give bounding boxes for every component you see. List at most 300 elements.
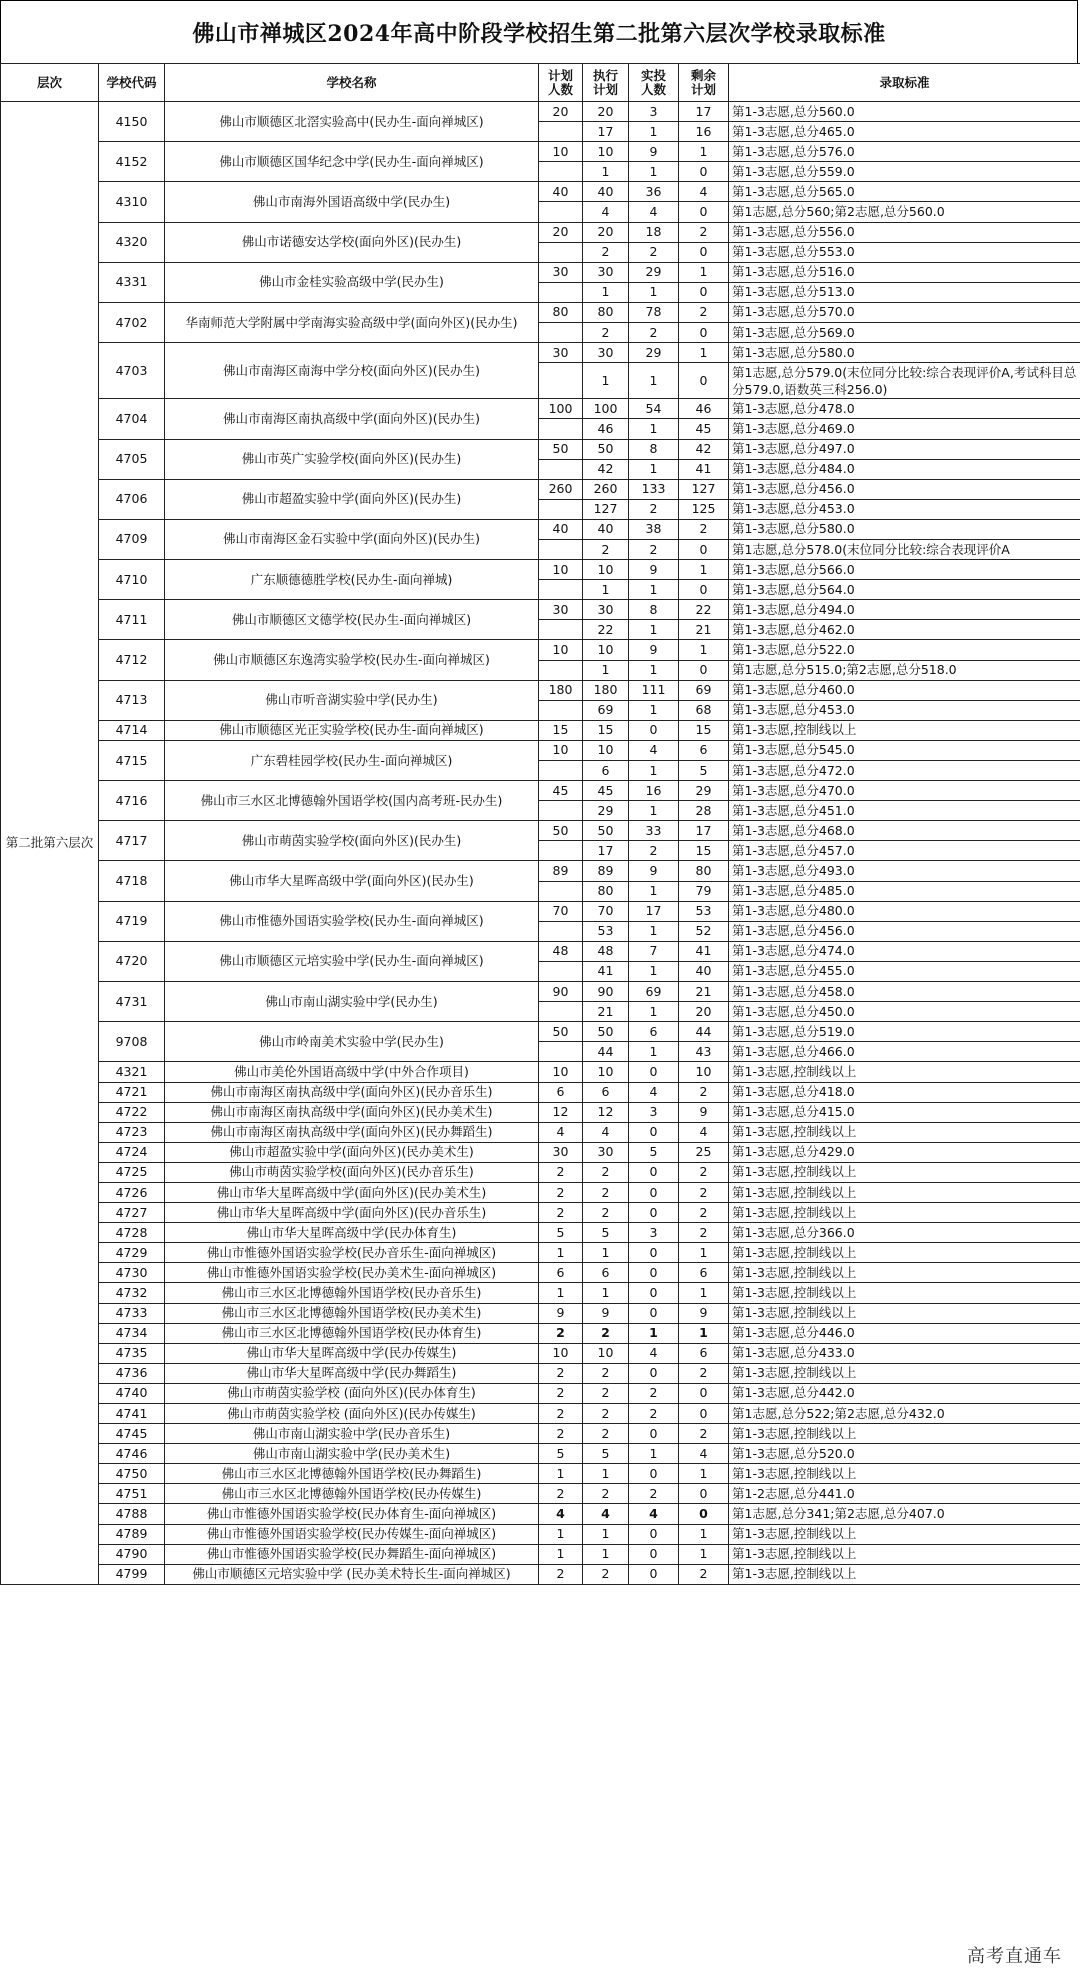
actual-count: 4 <box>629 1504 679 1524</box>
school-name: 佛山市顺德区光正实验学校(民办生-面向禅城区) <box>165 720 539 740</box>
school-code: 4790 <box>99 1544 165 1564</box>
school-name: 佛山市华大星晖高级中学(面向外区)(民办美术生) <box>165 1182 539 1202</box>
actual-count: 2 <box>629 323 679 343</box>
remaining-plan: 69 <box>679 680 729 700</box>
table-row <box>1 1564 1080 1584</box>
remaining-plan: 2 <box>679 222 729 242</box>
school-code: 4321 <box>99 1062 165 1082</box>
exec-plan: 50 <box>583 821 629 841</box>
table-row <box>1 1404 1080 1424</box>
admission-standard: 第1-3志愿,总分415.0 <box>729 1102 1080 1122</box>
plan-count: 5 <box>539 1223 583 1243</box>
admission-standard: 第1-3志愿,总分478.0 <box>729 399 1080 419</box>
plan-count: 2 <box>539 1564 583 1584</box>
actual-count: 0 <box>629 1162 679 1182</box>
header-row <box>1 64 1080 102</box>
header-remaining: 剩余 计划 <box>679 64 729 102</box>
actual-count: 0 <box>629 1243 679 1263</box>
admission-standard: 第1-3志愿,总分446.0 <box>729 1323 1080 1343</box>
plan-count: 10 <box>539 1062 583 1082</box>
admission-standard: 第1志愿,总分578.0(末位同分比较:综合表现评价A <box>729 539 1080 559</box>
school-name: 佛山市惟德外国语实验学校(民办传媒生-面向禅城区) <box>165 1524 539 1544</box>
admission-standard: 第1-3志愿,总分470.0 <box>729 781 1080 801</box>
plan-count: 2 <box>539 1162 583 1182</box>
plan-count: 2 <box>539 1383 583 1403</box>
table-row <box>1 1223 1080 1243</box>
admission-standard: 第1-3志愿,总分472.0 <box>729 761 1080 781</box>
school-name: 广东顺德德胜学校(民办生-面向禅城) <box>165 560 539 600</box>
remaining-plan: 41 <box>679 459 729 479</box>
table-row <box>1 740 1080 760</box>
remaining-plan: 4 <box>679 182 729 202</box>
actual-count: 0 <box>629 1544 679 1564</box>
page-title: 佛山市禅城区2024年高中阶段学校招生第二批第六层次学校录取标准 <box>0 0 1078 64</box>
plan-count: 50 <box>539 1022 583 1042</box>
admission-standard: 第1-3志愿,总分458.0 <box>729 982 1080 1002</box>
plan-count: 40 <box>539 519 583 539</box>
admission-standard: 第1-3志愿,控制线以上 <box>729 1564 1080 1584</box>
admission-standard: 第1-3志愿,总分429.0 <box>729 1142 1080 1162</box>
table-row <box>1 1464 1080 1484</box>
school-name: 佛山市萌茵实验学校(面向外区)(民办生) <box>165 821 539 861</box>
school-code: 4716 <box>99 781 165 821</box>
school-code: 4709 <box>99 519 165 559</box>
plan-count: 1 <box>539 1464 583 1484</box>
admission-standard: 第1-3志愿,总分366.0 <box>729 1223 1080 1243</box>
actual-count: 8 <box>629 600 679 620</box>
exec-plan: 4 <box>583 1122 629 1142</box>
admission-standard: 第1-3志愿,总分457.0 <box>729 841 1080 861</box>
school-code: 4715 <box>99 740 165 780</box>
actual-count: 1 <box>629 122 679 142</box>
table-row <box>1 1343 1080 1363</box>
actual-count: 9 <box>629 560 679 580</box>
actual-count: 0 <box>629 1303 679 1323</box>
table-row <box>1 1484 1080 1504</box>
plan-count: 1 <box>539 1524 583 1544</box>
plan-count <box>539 242 583 262</box>
exec-plan: 6 <box>583 761 629 781</box>
remaining-plan: 6 <box>679 1263 729 1283</box>
remaining-plan: 43 <box>679 1042 729 1062</box>
exec-plan: 30 <box>583 1142 629 1162</box>
remaining-plan: 2 <box>679 1564 729 1584</box>
table-row <box>1 1062 1080 1082</box>
table-row <box>1 901 1080 921</box>
plan-count: 10 <box>539 560 583 580</box>
remaining-plan: 45 <box>679 419 729 439</box>
table-row <box>1 1102 1080 1122</box>
table-row <box>1 982 1080 1002</box>
table-row <box>1 821 1080 841</box>
plan-count <box>539 961 583 981</box>
school-name: 佛山市南山湖实验中学(民办美术生) <box>165 1444 539 1464</box>
admission-standard: 第1-3志愿,总分566.0 <box>729 560 1080 580</box>
plan-count: 180 <box>539 680 583 700</box>
actual-count: 4 <box>629 1082 679 1102</box>
table-row <box>1 640 1080 660</box>
table-row <box>1 1283 1080 1303</box>
exec-plan: 29 <box>583 801 629 821</box>
table-row <box>1 182 1080 202</box>
remaining-plan: 4 <box>679 1122 729 1142</box>
remaining-plan: 0 <box>679 1484 729 1504</box>
actual-count: 2 <box>629 1484 679 1504</box>
admission-standard: 第1-2志愿,总分441.0 <box>729 1484 1080 1504</box>
school-name: 佛山市华大星晖高级中学(民办传媒生) <box>165 1343 539 1363</box>
actual-count: 2 <box>629 242 679 262</box>
actual-count: 1 <box>629 961 679 981</box>
actual-count: 0 <box>629 1363 679 1383</box>
remaining-plan: 29 <box>679 781 729 801</box>
remaining-plan: 0 <box>679 580 729 600</box>
actual-count: 2 <box>629 1383 679 1403</box>
exec-plan: 10 <box>583 1062 629 1082</box>
plan-count <box>539 881 583 901</box>
remaining-plan: 2 <box>679 1182 729 1202</box>
table-row <box>1 343 1080 363</box>
actual-count: 18 <box>629 222 679 242</box>
remaining-plan: 10 <box>679 1062 729 1082</box>
actual-count: 54 <box>629 399 679 419</box>
exec-plan: 1 <box>583 580 629 600</box>
actual-count: 3 <box>629 1102 679 1122</box>
school-code: 4789 <box>99 1524 165 1544</box>
remaining-plan: 1 <box>679 640 729 660</box>
school-code: 4720 <box>99 941 165 981</box>
exec-plan: 80 <box>583 881 629 901</box>
header-actual: 实投 人数 <box>629 64 679 102</box>
school-name: 佛山市顺德区东逸湾实验学校(民办生-面向禅城区) <box>165 640 539 680</box>
actual-count: 1 <box>629 459 679 479</box>
actual-count: 3 <box>629 1223 679 1243</box>
admission-standard: 第1-3志愿,总分474.0 <box>729 941 1080 961</box>
exec-plan: 30 <box>583 343 629 363</box>
remaining-plan: 68 <box>679 700 729 720</box>
school-name: 佛山市三水区北博德翰外国语学校(民办音乐生) <box>165 1283 539 1303</box>
exec-plan: 2 <box>583 323 629 343</box>
exec-plan: 5 <box>583 1444 629 1464</box>
remaining-plan: 1 <box>679 1283 729 1303</box>
school-code: 4740 <box>99 1383 165 1403</box>
remaining-plan: 46 <box>679 399 729 419</box>
plan-count: 2 <box>539 1363 583 1383</box>
plan-count: 2 <box>539 1182 583 1202</box>
school-name: 佛山市萌茵实验学校 (面向外区)(民办体育生) <box>165 1383 539 1403</box>
actual-count: 133 <box>629 479 679 499</box>
school-name: 佛山市三水区北博德翰外国语学校(民办舞蹈生) <box>165 1464 539 1484</box>
plan-count <box>539 539 583 559</box>
actual-count: 0 <box>629 1122 679 1142</box>
plan-count <box>539 202 583 222</box>
remaining-plan: 21 <box>679 620 729 640</box>
exec-plan: 5 <box>583 1223 629 1243</box>
plan-count: 260 <box>539 479 583 499</box>
admission-standard: 第1-3志愿,总分576.0 <box>729 142 1080 162</box>
table-row <box>1 1383 1080 1403</box>
exec-plan: 70 <box>583 901 629 921</box>
exec-plan: 20 <box>583 102 629 122</box>
admission-standard: 第1-3志愿,总分469.0 <box>729 419 1080 439</box>
actual-count: 111 <box>629 680 679 700</box>
school-code: 4727 <box>99 1203 165 1223</box>
table-row <box>1 1323 1080 1343</box>
exec-plan: 44 <box>583 1042 629 1062</box>
school-name: 佛山市南海区南执高级中学(面向外区)(民办生) <box>165 399 539 439</box>
header-level: 层次 <box>1 64 99 102</box>
actual-count: 78 <box>629 302 679 322</box>
table-row <box>1 519 1080 539</box>
actual-count: 1 <box>629 1002 679 1022</box>
plan-count: 1 <box>539 1544 583 1564</box>
plan-count <box>539 499 583 519</box>
school-name: 佛山市惟德外国语实验学校(民办生-面向禅城区) <box>165 901 539 941</box>
admission-standard: 第1-3志愿,控制线以上 <box>729 1424 1080 1444</box>
plan-count: 50 <box>539 439 583 459</box>
exec-plan: 2 <box>583 1424 629 1444</box>
admission-standard: 第1-3志愿,总分553.0 <box>729 242 1080 262</box>
table-row <box>1 1022 1080 1042</box>
exec-plan: 2 <box>583 1484 629 1504</box>
admission-standard: 第1-3志愿,控制线以上 <box>729 1122 1080 1142</box>
school-name: 佛山市萌茵实验学校(面向外区)(民办音乐生) <box>165 1162 539 1182</box>
table-row <box>1 1182 1080 1202</box>
plan-count: 1 <box>539 1243 583 1263</box>
remaining-plan: 1 <box>679 1524 729 1544</box>
admission-standard: 第1-3志愿,总分484.0 <box>729 459 1080 479</box>
exec-plan: 2 <box>583 1203 629 1223</box>
remaining-plan: 40 <box>679 961 729 981</box>
remaining-plan: 0 <box>679 660 729 680</box>
actual-count: 2 <box>629 539 679 559</box>
actual-count: 1 <box>629 801 679 821</box>
actual-count: 9 <box>629 861 679 881</box>
actual-count: 4 <box>629 740 679 760</box>
admission-standard: 第1-3志愿,控制线以上 <box>729 1243 1080 1263</box>
header-plan: 计划 人数 <box>539 64 583 102</box>
exec-plan: 4 <box>583 202 629 222</box>
actual-count: 69 <box>629 982 679 1002</box>
school-name: 佛山市南海区金石实验中学(面向外区)(民办生) <box>165 519 539 559</box>
exec-plan: 1 <box>583 1283 629 1303</box>
plan-count: 12 <box>539 1102 583 1122</box>
plan-count: 100 <box>539 399 583 419</box>
table-row <box>1 102 1080 122</box>
school-code: 4746 <box>99 1444 165 1464</box>
actual-count: 17 <box>629 901 679 921</box>
remaining-plan: 2 <box>679 1363 729 1383</box>
school-name: 佛山市华大星晖高级中学(面向外区)(民办音乐生) <box>165 1203 539 1223</box>
admission-standard: 第1-3志愿,总分433.0 <box>729 1343 1080 1363</box>
school-name: 佛山市超盈实验中学(面向外区)(民办生) <box>165 479 539 519</box>
exec-plan: 260 <box>583 479 629 499</box>
admission-standard: 第1-3志愿,总分569.0 <box>729 323 1080 343</box>
remaining-plan: 0 <box>679 282 729 302</box>
school-name: 佛山市诺德安达学校(面向外区)(民办生) <box>165 222 539 262</box>
school-name: 广东碧桂园学校(民办生-面向禅城区) <box>165 740 539 780</box>
exec-plan: 1 <box>583 1243 629 1263</box>
remaining-plan: 16 <box>679 122 729 142</box>
plan-count: 15 <box>539 720 583 740</box>
remaining-plan: 4 <box>679 1444 729 1464</box>
admission-standard: 第1-3志愿,总分462.0 <box>729 620 1080 640</box>
admission-standard: 第1-3志愿,总分480.0 <box>729 901 1080 921</box>
school-code: 4310 <box>99 182 165 222</box>
remaining-plan: 2 <box>679 519 729 539</box>
exec-plan: 1 <box>583 1544 629 1564</box>
admission-standard: 第1志愿,总分560;第2志愿,总分560.0 <box>729 202 1080 222</box>
remaining-plan: 80 <box>679 861 729 881</box>
plan-count: 2 <box>539 1323 583 1343</box>
school-name: 佛山市南山湖实验中学(民办音乐生) <box>165 1424 539 1444</box>
exec-plan: 21 <box>583 1002 629 1022</box>
remaining-plan: 2 <box>679 1223 729 1243</box>
plan-count: 20 <box>539 102 583 122</box>
plan-count: 2 <box>539 1404 583 1424</box>
plan-count: 30 <box>539 262 583 282</box>
table-row <box>1 1524 1080 1544</box>
admission-standard: 第1-3志愿,总分450.0 <box>729 1002 1080 1022</box>
plan-count: 9 <box>539 1303 583 1323</box>
school-name: 佛山市惟德外国语实验学校(民办体育生-面向禅城区) <box>165 1504 539 1524</box>
school-code: 4735 <box>99 1343 165 1363</box>
school-code: 4750 <box>99 1464 165 1484</box>
actual-count: 6 <box>629 1022 679 1042</box>
exec-plan: 10 <box>583 142 629 162</box>
school-name: 佛山市英广实验学校(面向外区)(民办生) <box>165 439 539 479</box>
school-name: 佛山市南海区南执高级中学(面向外区)(民办美术生) <box>165 1102 539 1122</box>
table-row <box>1 1504 1080 1524</box>
table-row <box>1 262 1080 282</box>
admission-standard: 第1-3志愿,总分465.0 <box>729 122 1080 142</box>
admission-table <box>0 63 1080 1585</box>
school-name: 佛山市南海区南海中学分校(面向外区)(民办生) <box>165 343 539 399</box>
table-row <box>1 861 1080 881</box>
remaining-plan: 2 <box>679 1203 729 1223</box>
actual-count: 2 <box>629 841 679 861</box>
actual-count: 1 <box>629 1042 679 1062</box>
exec-plan: 80 <box>583 302 629 322</box>
table-row <box>1 1263 1080 1283</box>
remaining-plan: 1 <box>679 343 729 363</box>
remaining-plan: 25 <box>679 1142 729 1162</box>
table-row <box>1 720 1080 740</box>
actual-count: 0 <box>629 1263 679 1283</box>
admission-standard: 第1-3志愿,控制线以上 <box>729 1464 1080 1484</box>
plan-count: 4 <box>539 1504 583 1524</box>
exec-plan: 10 <box>583 1343 629 1363</box>
school-name: 佛山市三水区北博德翰外国语学校(国内高考班-民办生) <box>165 781 539 821</box>
admission-standard: 第1-3志愿,总分456.0 <box>729 921 1080 941</box>
exec-plan: 4 <box>583 1504 629 1524</box>
school-name: 佛山市南山湖实验中学(民办生) <box>165 982 539 1022</box>
exec-plan: 1 <box>583 363 629 399</box>
exec-plan: 10 <box>583 740 629 760</box>
actual-count: 0 <box>629 720 679 740</box>
school-name: 华南师范大学附属中学南海实验高级中学(面向外区)(民办生) <box>165 302 539 342</box>
school-name: 佛山市华大星晖高级中学(民办体育生) <box>165 1223 539 1243</box>
school-name: 佛山市顺德区文德学校(民办生-面向禅城区) <box>165 600 539 640</box>
exec-plan: 10 <box>583 560 629 580</box>
actual-count: 4 <box>629 1343 679 1363</box>
actual-count: 9 <box>629 142 679 162</box>
plan-count <box>539 700 583 720</box>
actual-count: 1 <box>629 282 679 302</box>
actual-count: 3 <box>629 102 679 122</box>
plan-count <box>539 282 583 302</box>
school-name: 佛山市三水区北博德翰外国语学校(民办体育生) <box>165 1323 539 1343</box>
plan-count: 70 <box>539 901 583 921</box>
actual-count: 1 <box>629 921 679 941</box>
actual-count: 0 <box>629 1524 679 1544</box>
school-name: 佛山市三水区北博德翰外国语学校(民办传媒生) <box>165 1484 539 1504</box>
school-code: 4710 <box>99 560 165 600</box>
admission-standard: 第1-3志愿,总分520.0 <box>729 1444 1080 1464</box>
plan-count <box>539 323 583 343</box>
school-name: 佛山市南海外国语高级中学(民办生) <box>165 182 539 222</box>
school-name: 佛山市顺德区元培实验中学(民办生-面向禅城区) <box>165 941 539 981</box>
header-exec: 执行 计划 <box>583 64 629 102</box>
actual-count: 8 <box>629 439 679 459</box>
actual-count: 0 <box>629 1464 679 1484</box>
table-row <box>1 1303 1080 1323</box>
plan-count <box>539 921 583 941</box>
remaining-plan: 17 <box>679 102 729 122</box>
admission-standard: 第1志愿,总分341;第2志愿,总分407.0 <box>729 1504 1080 1524</box>
admission-standard: 第1-3志愿,控制线以上 <box>729 1283 1080 1303</box>
exec-plan: 12 <box>583 1102 629 1122</box>
actual-count: 29 <box>629 343 679 363</box>
remaining-plan: 0 <box>679 539 729 559</box>
school-code: 4704 <box>99 399 165 439</box>
school-code: 4721 <box>99 1082 165 1102</box>
actual-count: 1 <box>629 660 679 680</box>
school-code: 4734 <box>99 1323 165 1343</box>
admission-standard: 第1-3志愿,总分545.0 <box>729 740 1080 760</box>
exec-plan: 180 <box>583 680 629 700</box>
plan-count: 6 <box>539 1082 583 1102</box>
admission-standard: 第1-3志愿,总分560.0 <box>729 102 1080 122</box>
school-code: 4717 <box>99 821 165 861</box>
plan-count: 5 <box>539 1444 583 1464</box>
remaining-plan: 21 <box>679 982 729 1002</box>
school-name: 佛山市岭南美术实验中学(民办生) <box>165 1022 539 1062</box>
exec-plan: 53 <box>583 921 629 941</box>
actual-count: 0 <box>629 1062 679 1082</box>
actual-count: 0 <box>629 1203 679 1223</box>
remaining-plan: 0 <box>679 202 729 222</box>
table-row <box>1 302 1080 322</box>
remaining-plan: 1 <box>679 1243 729 1263</box>
actual-count: 2 <box>629 1404 679 1424</box>
exec-plan: 89 <box>583 861 629 881</box>
actual-count: 1 <box>629 1444 679 1464</box>
school-code: 4320 <box>99 222 165 262</box>
admission-standard: 第1-3志愿,总分466.0 <box>729 1042 1080 1062</box>
actual-count: 1 <box>629 881 679 901</box>
school-name: 佛山市听音湖实验中学(民办生) <box>165 680 539 720</box>
remaining-plan: 0 <box>679 1383 729 1403</box>
exec-plan: 2 <box>583 1182 629 1202</box>
plan-count: 10 <box>539 740 583 760</box>
remaining-plan: 22 <box>679 600 729 620</box>
actual-count: 29 <box>629 262 679 282</box>
plan-count <box>539 459 583 479</box>
exec-plan: 1 <box>583 282 629 302</box>
admission-standard: 第1-3志愿,控制线以上 <box>729 1162 1080 1182</box>
school-name: 佛山市萌茵实验学校 (面向外区)(民办传媒生) <box>165 1404 539 1424</box>
plan-count: 4 <box>539 1122 583 1142</box>
